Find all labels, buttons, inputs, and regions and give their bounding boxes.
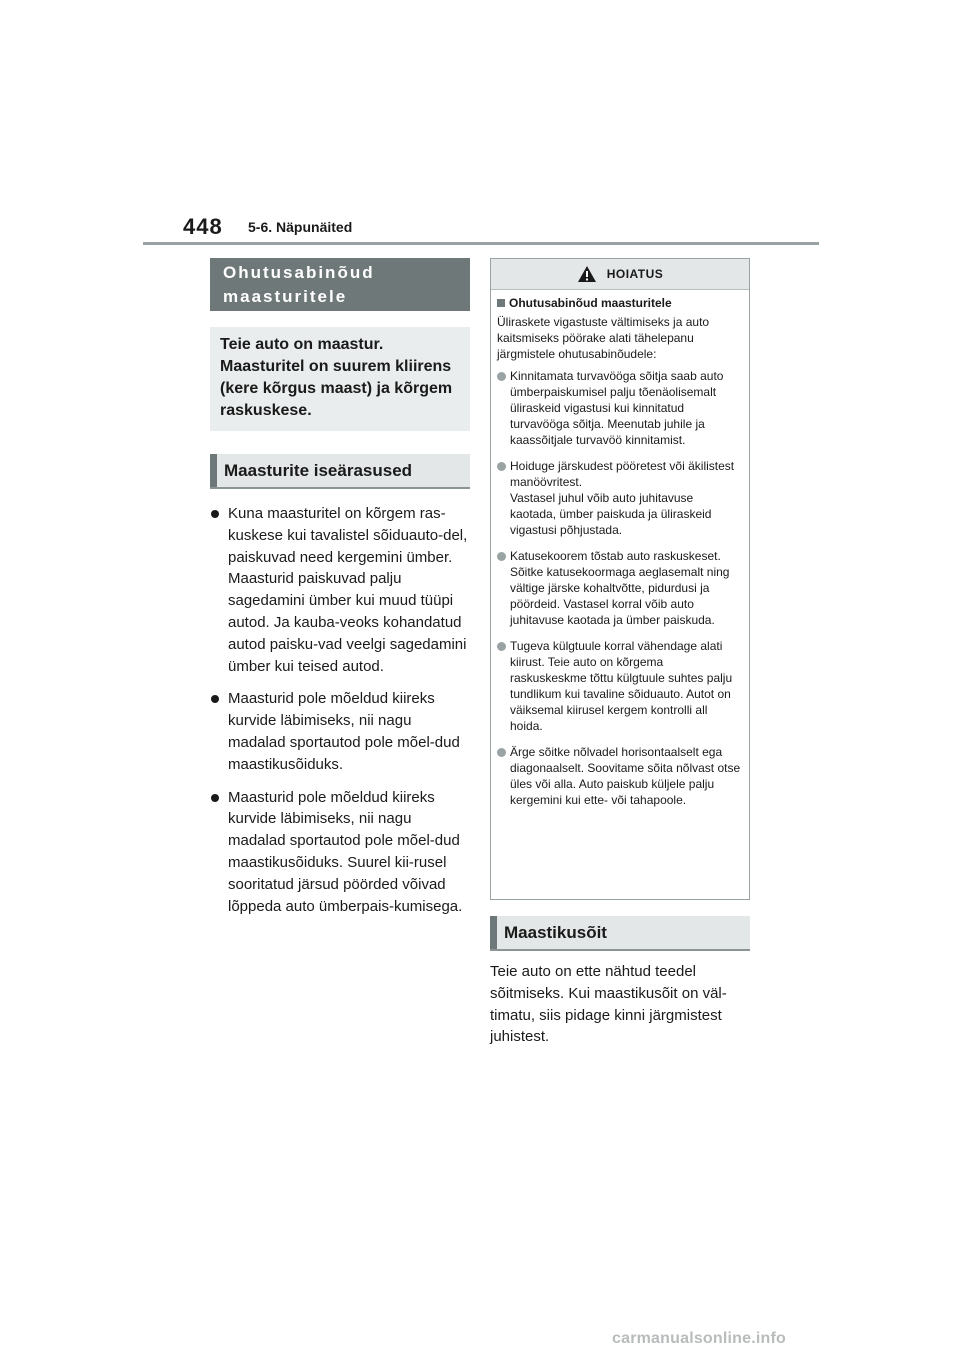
offroad-paragraph: Teie auto on ette nähtud teedel sõitmiseks. Kui maastikusõit on väl-timatu, siis pidage kinni järgmistest juhistest. (490, 963, 727, 1046)
warning-intro: Üliraskete vigastuste vältimiseks ja auto kaitsmiseks pöörake alati tähelepanu järgmistele ohutusabinõudele: (497, 315, 710, 361)
list-item-text: Maasturid pole mõeldud kiireks kurvide läbimiseks, nii nagu madalad sportautod pole mõel-dud maastikusõiduks. (228, 690, 460, 773)
warning-subtitle (497, 296, 741, 310)
warning-box (490, 258, 750, 900)
heading-bar (490, 916, 497, 949)
list-item (210, 688, 470, 775)
warning-subtitle-text: Ohutusabinõud maasturitele (509, 296, 672, 310)
list-item (497, 744, 741, 808)
bullet-dot-icon (497, 552, 506, 561)
heading-text: Maastikusõit (504, 923, 607, 942)
list-item (497, 368, 741, 448)
list-item-text: Kinnitamata turvavööga sõitja saab auto ümberpaiskumisel palju tõenäolisemalt üliraskeid vigastusi kui kinnitatud turvavööga sõitja. Meenutab juhile ja kaassõitjale turvavöö kinnitamist. (510, 369, 724, 447)
list-item (497, 458, 741, 538)
list-item-text: Maasturid pole mõeldud kiireks kurvide läbimiseks, nii nagu madalad sportautod pole mõel-dud maastikusõiduks. Suurel kii-rusel sooritatud järsud pöörded võivad lõppeda auto ümberpais-kumisega. (228, 788, 463, 915)
section-label: 5-6. Näpunäited (248, 219, 353, 235)
warning-triangle-icon (577, 265, 597, 283)
list-item (210, 787, 470, 918)
list-item-text: Hoiduge järskudest pööretest või äkilistest manöövritest. Vastasel juhul võib auto juhitavuse kaotada, ümber paiskuda ja üliraskeid vigastusi põhjustada. (510, 459, 735, 537)
heading-offroad (490, 916, 750, 951)
heading-safety-precautions: Ohutusabinõud maasturitele (210, 258, 470, 311)
header-rule (143, 242, 819, 245)
list-item-text: Tugeva külgtuule korral vähendage alati kiirust. Teie auto on kõrgema raskuskeskme tõttu külgtuule suhtes palju tundlikum kui tavaline sõiduauto. Autot on väiksemal kiirusel kergem kontrolli all hoida. (510, 639, 733, 733)
heading-text: Maasturite iseärasused (224, 461, 413, 480)
list-item (497, 548, 741, 628)
watermark: carmanualsonline.info (612, 1330, 787, 1347)
left-column (210, 258, 470, 928)
list-item-text: Ärge sõitke nõlvadel horisontaalselt ega diagonaalselt. Soovitame sõita nõlvast otse üles või alla. Auto paiskub küljele palju kergemini kui ette- või tahapoole. (510, 745, 741, 807)
warning-header (491, 259, 749, 290)
warning-body (491, 290, 749, 808)
list-item (210, 503, 470, 677)
heading-suv-characteristics (210, 454, 470, 489)
bullet-dot-icon (211, 510, 219, 518)
list-item (497, 638, 741, 734)
bullet-dot-icon (497, 642, 506, 651)
bullet-dot-icon (497, 748, 506, 757)
warning-title: HOIATUS (606, 267, 664, 281)
square-bullet-icon (497, 299, 505, 307)
bullet-dot-icon (211, 794, 219, 802)
bullet-dot-icon (211, 695, 219, 703)
characteristics-list (210, 503, 470, 917)
bullet-dot-icon (497, 372, 506, 381)
intro-box: Teie auto on maastur. Maasturitel on suurem kliirens (kere kõrgus maast) ja kõrgem raskuskese. (210, 327, 470, 431)
right-column (490, 258, 750, 1048)
bullet-dot-icon (497, 462, 506, 471)
page-number: 448 (183, 214, 223, 239)
heading-bar (210, 454, 217, 487)
list-item-text: Kuna maasturitel on kõrgem ras-kuskese kui tavalistel sõiduauto-del, paiskuvad need kergemini ümber. Maasturid paiskuvad palju sagedamini ümber kui muud tüüpi autod. Ja kauba-veoks kohandatud autod paisku-vad veelgi sagedamini ümber kui teised autod. (228, 505, 468, 675)
warning-list (497, 368, 741, 808)
list-item-text: Katusekoorem tõstab auto raskuskeset. Sõitke katusekoormaga aeglasemalt ning vältige järske kohaltvõtte, pidurdusi ja pöördeid. Vastasel korral võib auto juhitavuse kaotada ja ümber paiskuda. (510, 549, 730, 627)
